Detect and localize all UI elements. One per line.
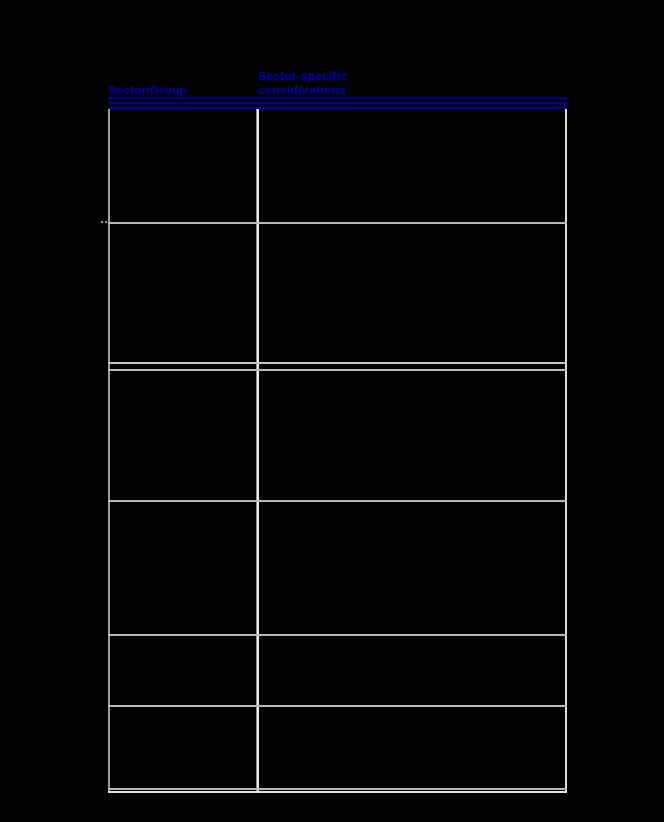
considerations-cell xyxy=(267,111,567,222)
table-row xyxy=(108,502,567,634)
table-row xyxy=(108,707,567,788)
column-header-sector-group: Sector/Group xyxy=(108,83,188,97)
sector-cell xyxy=(108,224,264,362)
stray-mark xyxy=(101,221,107,223)
sector-cell xyxy=(108,707,264,788)
table-row xyxy=(108,371,567,500)
row-separator-double-upper xyxy=(108,362,567,364)
sector-cell xyxy=(108,111,264,222)
table-row xyxy=(108,111,567,222)
table-row xyxy=(108,224,567,362)
sector-cell xyxy=(108,371,264,500)
header-rule xyxy=(108,97,567,109)
considerations-cell xyxy=(267,371,567,500)
considerations-cell xyxy=(267,707,567,788)
sector-cell xyxy=(108,502,264,634)
considerations-cell xyxy=(267,502,567,634)
considerations-cell xyxy=(267,224,567,362)
table-row xyxy=(108,636,567,705)
sector-cell xyxy=(108,636,264,705)
column-header-sector-specific-considerations: Sector-specific considerations xyxy=(258,69,348,97)
table-bottom-border xyxy=(108,788,567,790)
considerations-cell xyxy=(267,636,567,705)
table-bottom-border-highlight xyxy=(108,791,567,793)
sector-table xyxy=(108,109,567,793)
